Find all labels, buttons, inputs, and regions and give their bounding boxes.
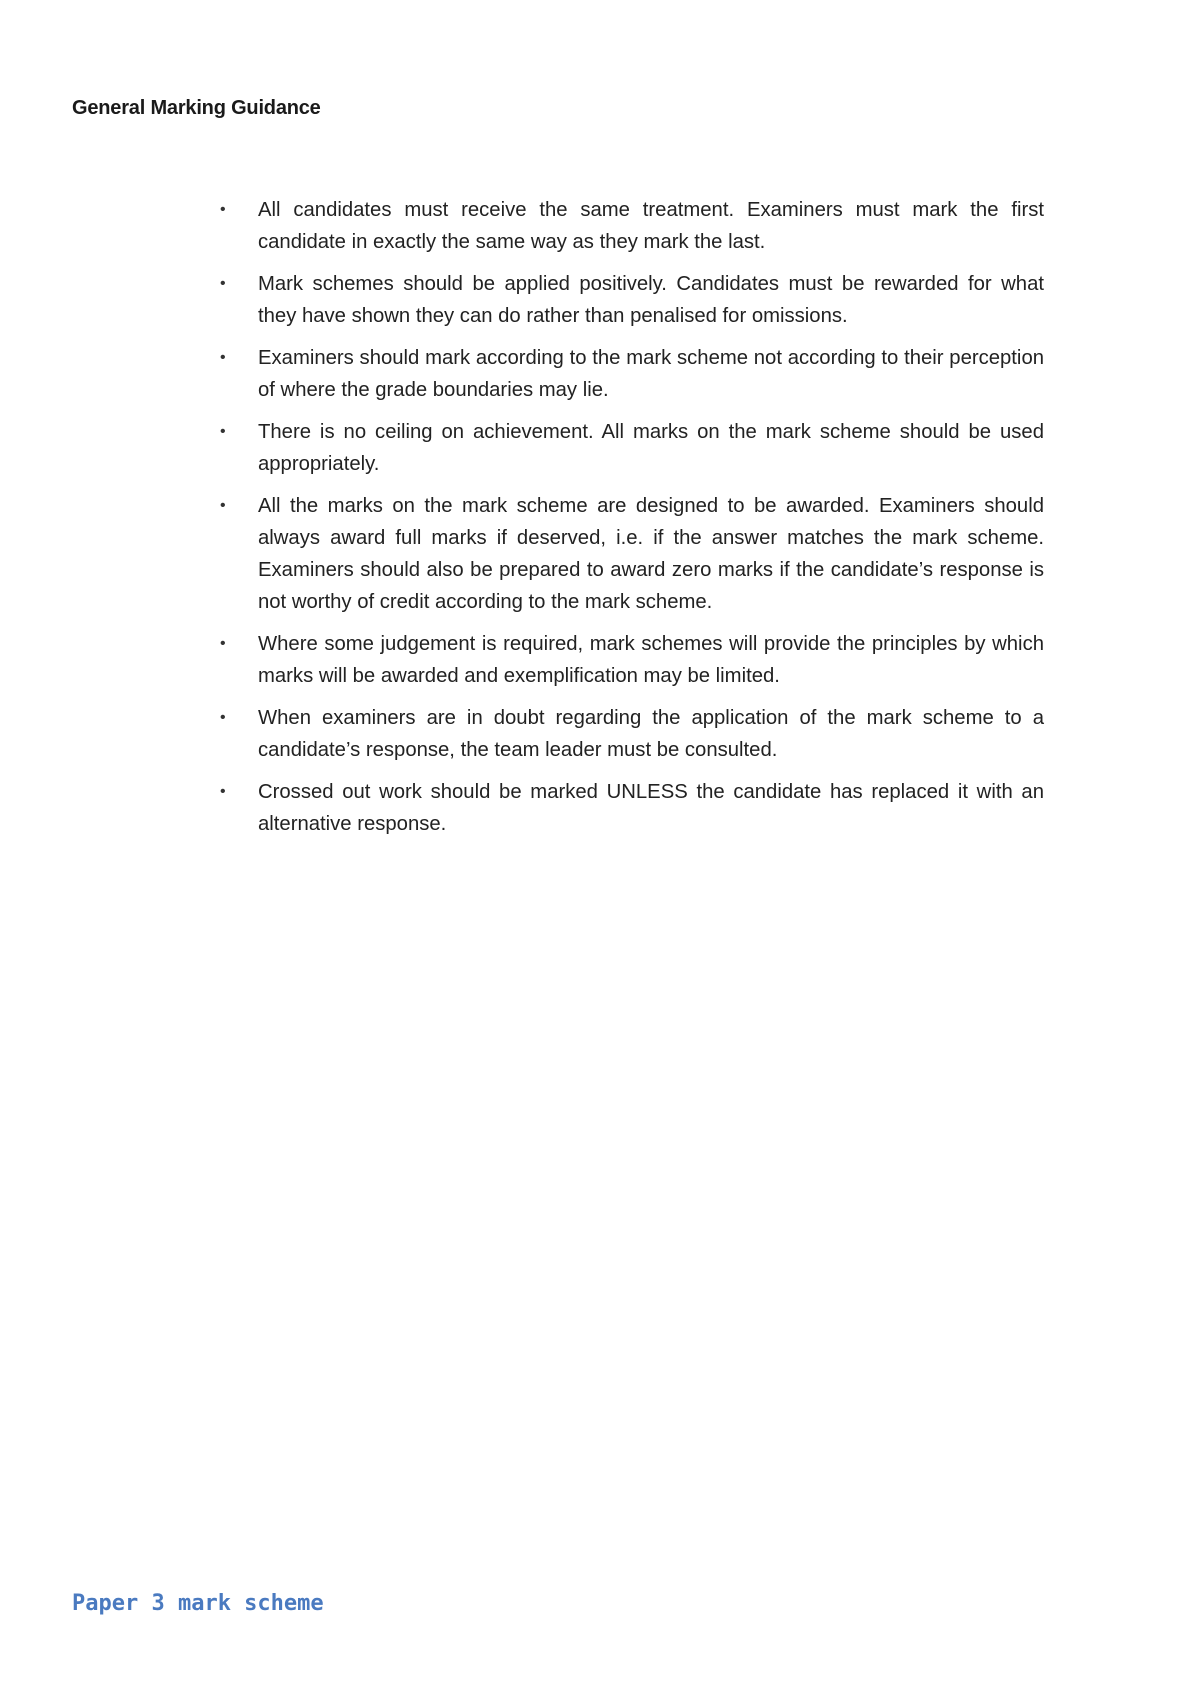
list-item-text: All candidates must receive the same treatment. Examiners must mark the first candidate in exactly the same way as they mark the last. <box>258 199 1044 253</box>
list-item-text: Where some judgement is required, mark schemes will provide the principles by which marks will be awarded and exemplification may be limited. <box>258 633 1044 687</box>
list-item <box>210 776 1044 840</box>
list-item-text: All the marks on the mark scheme are designed to be awarded. Examiners should always award full marks if deserved, i.e. if the answer matches the mark scheme. Examiners should also be prepared to award zero marks if the candidate’s response is not worthy of credit according to the mark scheme. <box>258 495 1044 613</box>
list-item <box>210 416 1044 480</box>
guidance-list <box>210 194 1044 850</box>
bullet-icon: • <box>220 423 226 440</box>
list-item-text: When examiners are in doubt regarding the application of the mark scheme to a candidate’s response, the team leader must be consulted. <box>258 707 1044 761</box>
list-item <box>210 342 1044 406</box>
list-item-text: Mark schemes should be applied positively. Candidates must be rewarded for what they have shown they can do rather than penalised for omissions. <box>258 273 1044 327</box>
bullet-icon: • <box>220 709 226 726</box>
list-item-text: Crossed out work should be marked UNLESS the candidate has replaced it with an alternative response. <box>258 781 1044 835</box>
bullet-icon: • <box>220 275 226 292</box>
list-item-text: There is no ceiling on achievement. All marks on the mark scheme should be used appropriately. <box>258 421 1044 475</box>
bullet-icon: • <box>220 783 226 800</box>
list-item <box>210 490 1044 618</box>
list-item <box>210 702 1044 766</box>
list-item <box>210 268 1044 332</box>
page-title: General Marking Guidance <box>72 97 321 119</box>
bullet-icon: • <box>220 349 226 366</box>
list-item <box>210 194 1044 258</box>
bullet-icon: • <box>220 497 226 514</box>
list-item <box>210 628 1044 692</box>
bullet-icon: • <box>220 635 226 652</box>
page-footer: Paper 3 mark scheme <box>72 1591 324 1616</box>
list-item-text: Examiners should mark according to the mark scheme not according to their perception of where the grade boundaries may lie. <box>258 347 1044 401</box>
bullet-icon: • <box>220 201 226 218</box>
